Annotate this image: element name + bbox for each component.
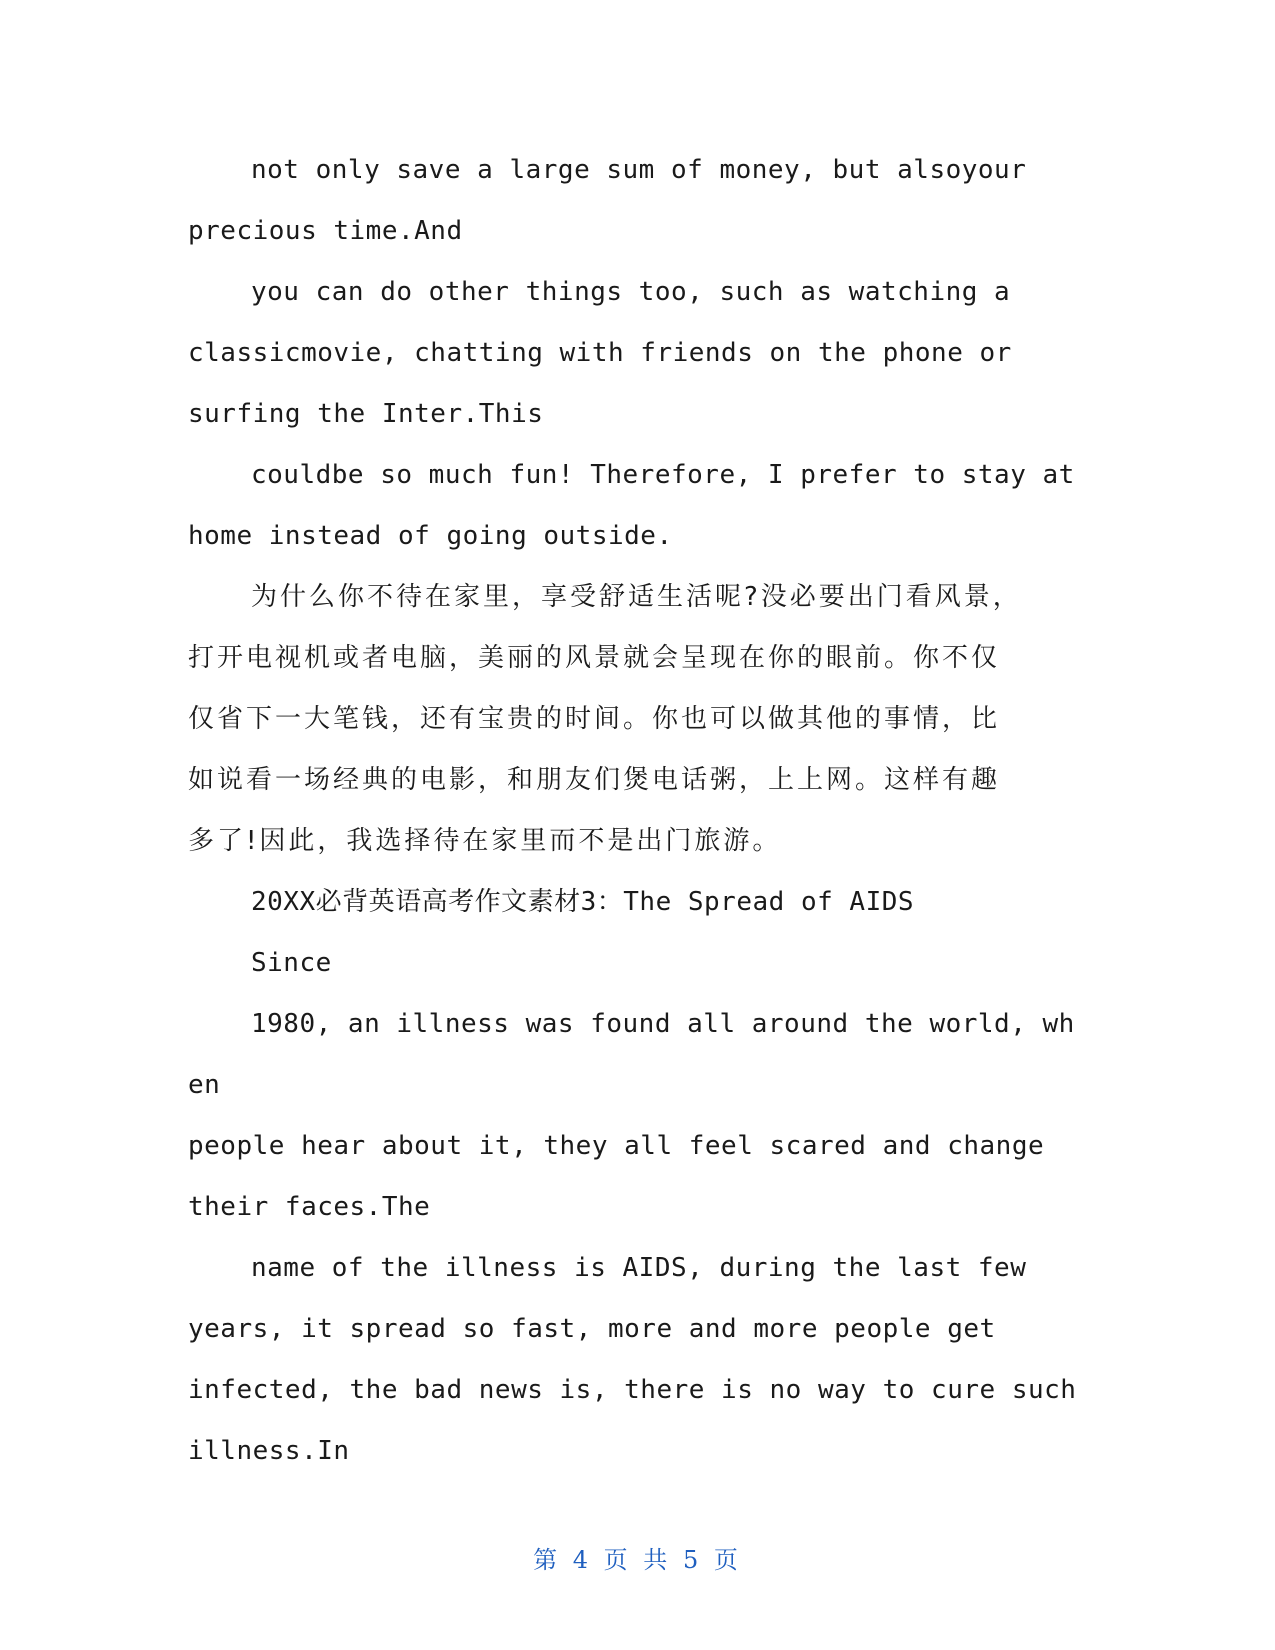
text-line: home instead of going outside. bbox=[188, 521, 673, 551]
text-line: 如说看一场经典的电影，和朋友们煲电话粥，上上网。这样有趣 bbox=[188, 765, 1001, 795]
document-body bbox=[188, 140, 1088, 1482]
paragraph bbox=[188, 140, 1088, 262]
text-line: their faces.The bbox=[188, 1192, 431, 1222]
text-line: 仅省下一大笔钱，还有宝贵的时间。你也可以做其他的事情，比 bbox=[188, 704, 1001, 734]
paragraph bbox=[188, 1238, 1088, 1482]
text-line: Since bbox=[251, 948, 332, 978]
paragraph bbox=[188, 262, 1088, 445]
section-heading bbox=[188, 872, 1088, 933]
text-line: 1980, an illness was found all around the world, when bbox=[188, 1009, 1075, 1100]
text-line: surfing the Inter.This bbox=[188, 399, 544, 429]
text-line: infected, the bad news is, there is no way to cure such bbox=[188, 1375, 1077, 1405]
text-line: classicmovie, chatting with friends on the phone or bbox=[188, 338, 1012, 368]
text-line: couldbe so much fun! Therefore, I prefer to stay at bbox=[251, 460, 1075, 490]
text-line: 多了!因此，我选择待在家里而不是出门旅游。 bbox=[188, 826, 782, 856]
paragraph-chinese bbox=[188, 567, 1088, 872]
text-line: 打开电视机或者电脑，美丽的风景就会呈现在你的眼前。你不仅 bbox=[188, 643, 1001, 673]
text-line: illness.In bbox=[188, 1436, 350, 1466]
paragraph bbox=[188, 994, 1088, 1238]
paragraph bbox=[188, 933, 1088, 994]
text-line: name of the illness is AIDS, during the last few bbox=[251, 1253, 1027, 1283]
text-line: years, it spread so fast, more and more people get bbox=[188, 1314, 996, 1344]
text-line: precious time.And bbox=[188, 216, 463, 246]
text-line: 20XX必背英语高考作文素材3：The Spread of AIDS bbox=[251, 887, 915, 917]
text-line: people hear about it, they all feel scared and change bbox=[188, 1131, 1045, 1161]
text-line: you can do other things too, such as watching a bbox=[251, 277, 1011, 307]
text-line: 为什么你不待在家里，享受舒适生活呢?没必要出门看风景， bbox=[251, 582, 1022, 612]
text-line: not only save a large sum of money, but alsoyour bbox=[251, 155, 1027, 185]
paragraph bbox=[188, 445, 1088, 567]
page-number-footer: 第 4 页 共 5 页 bbox=[533, 1546, 742, 1574]
